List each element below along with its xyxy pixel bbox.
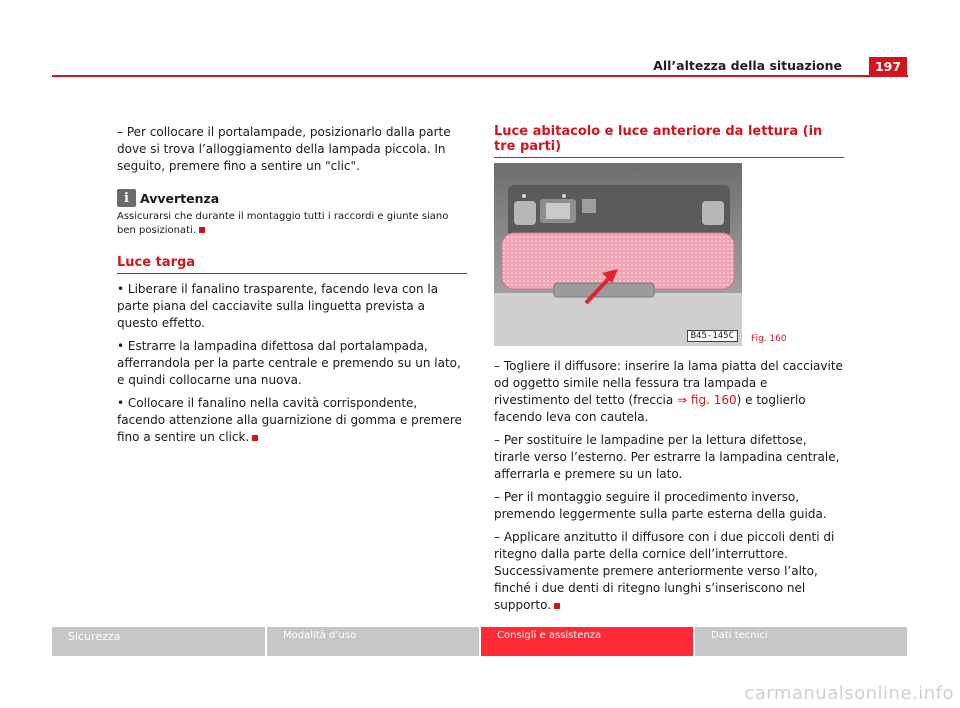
figure-cross-reference-link[interactable]: ⇒ fig. 160 (677, 393, 737, 407)
step-4-block (494, 529, 844, 614)
watermark: carmanualsonline.info (744, 683, 954, 704)
section-rule (494, 157, 844, 158)
end-mark (554, 603, 560, 609)
page-number: 197 (869, 57, 907, 77)
step-3: – Per il montaggio seguire il procedimento inverso, premendo leggermente sulla parte esterna della guida. (494, 490, 827, 521)
warning-title: Avvertenza (140, 190, 220, 206)
interior-light-illustration (494, 163, 742, 346)
section-rule (117, 273, 467, 274)
section-luce-targa (117, 255, 467, 274)
tab-dati-tecnici[interactable]: Dati tecnici (693, 627, 907, 656)
tab-sicurezza[interactable]: Sicurezza (52, 627, 265, 656)
tab-modalita-duso[interactable]: Modalità d’uso (265, 627, 479, 656)
step-1 (494, 358, 844, 426)
warning-text: Assicurarsi che durante il montaggio tutti i raccordi e giunte siano ben posizionati. (117, 211, 449, 236)
step-4: – Applicare anzitutto il diffusore con i due piccoli denti di ritegno dalla parte della cornice dell’interruttore. Successivamente premere anteriormente verso l’alto, finché i due denti di ritegno lunghi s’inseriscono nel supporto. (494, 530, 835, 612)
warning-heading (117, 189, 467, 207)
end-mark (199, 227, 205, 233)
step-1-text: – Togliere il diffusore: inserire la lama piatta del cacciavite od oggetto simile nella fessura tra lampada e rivestimento del tetto (freccia (494, 359, 843, 407)
tab-consigli-e-assistenza[interactable]: Consigli e assistenza (479, 627, 693, 656)
intro-paragraph: – Per collocare il portalampade, posizionarlo dalla parte dove si trova l’alloggiamento della lampada piccola. In seguito, premere fino a sentire un "clic". (117, 125, 451, 173)
end-mark (252, 435, 258, 441)
footer-chapter-tabs (52, 627, 908, 656)
section-luce-abitacolo (494, 124, 844, 158)
warning-text-block (117, 210, 467, 238)
left-column (117, 124, 467, 238)
bullet-2: • Estrarre la lampadina difettosa dal portalampada, afferrandola per la parte centrale e premendo su un lato, e quindi collocarne una nuova. (117, 339, 461, 387)
running-header-title: All’altezza della situazione (653, 58, 842, 73)
bullet-1: • Liberare il fanalino trasparente, facendo leva con la parte piana del cacciavite sulla linguetta prevista a questo effetto. (117, 282, 439, 330)
figure-caption: Fig. 160 (751, 334, 787, 344)
header-rule (52, 75, 908, 77)
figure-reference-code: B45-145C (687, 330, 738, 342)
figure-interior-light (494, 163, 742, 346)
right-column (494, 358, 844, 620)
step-1-text-end: ) e toglierlo facendo leva con cautela. (494, 393, 806, 424)
luce-targa-body (117, 281, 467, 452)
section-title-luce-targa: Luce targa (117, 255, 196, 270)
step-2: – Per sostituire le lampadine per la lettura difettose, tirarle verso l’esterno. Per estrarre la lampadina centrale, afferrarla e premere su un lato. (494, 433, 840, 481)
bullet-3-block (117, 395, 467, 446)
info-icon: i (117, 189, 136, 207)
section-title-luce-abitacolo: Luce abitacolo e luce anteriore da lettura (in tre parti) (494, 124, 823, 154)
bullet-3: • Collocare il fanalino nella cavità corrispondente, facendo attenzione alla guarnizione di gomma e premere fino a sentire un click. (117, 396, 462, 444)
